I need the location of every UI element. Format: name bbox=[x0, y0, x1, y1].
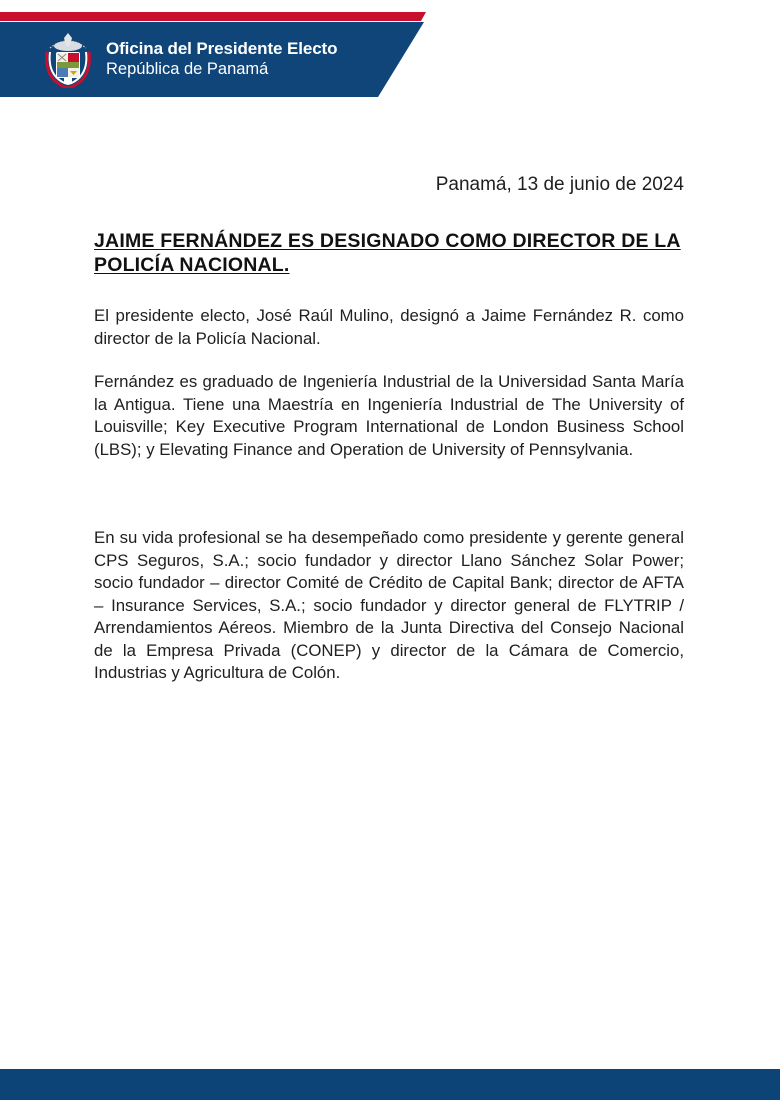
body-paragraph-education: Fernández es graduado de Ingeniería Industrial de la Universidad Santa María la Antigua. Tiene una Maestría en Ingeniería Industrial de The University of Louisville; Key Executive Program International de London Business School (LBS); y Elevating Finance and Operation de University of Pennsylvania. bbox=[94, 372, 684, 459]
dateline: Panamá, 13 de junio de 2024 bbox=[435, 174, 684, 195]
footer-bar bbox=[0, 1069, 780, 1100]
body-paragraph-appointment: El presidente electo, José Raúl Mulino, designó a Jaime Fernández R. como director de la Policía Nacional. bbox=[94, 306, 684, 348]
organization-subtitle: República de Panamá bbox=[106, 60, 269, 78]
body-paragraph-career: En su vida profesional se ha desempeñado como presidente y gerente general CPS Seguros, S.A.; socio fundador y director Llano Sánchez Solar Power; socio fundador – director Comité de Crédito de Capital Bank; director de AFTA – Insurance Services, S.A.; socio fundador y director general de FLYTRIP / Arrendamientos Aéreos. Miembro de la Junta Directiva del Consejo Nacional de la Empresa Privada (CONEP) y director de la Cámara de Comercio, Industrias y Agricultura de Colón. bbox=[94, 528, 684, 682]
coat-of-arms-icon bbox=[42, 30, 94, 88]
press-release-headline: JAIME FERNÁNDEZ ES DESIGNADO COMO DIRECTOR DE LA POLICÍA NACIONAL. bbox=[94, 230, 681, 276]
organization-title: Oficina del Presidente Electo bbox=[106, 39, 338, 58]
letterhead-banner bbox=[0, 0, 440, 100]
